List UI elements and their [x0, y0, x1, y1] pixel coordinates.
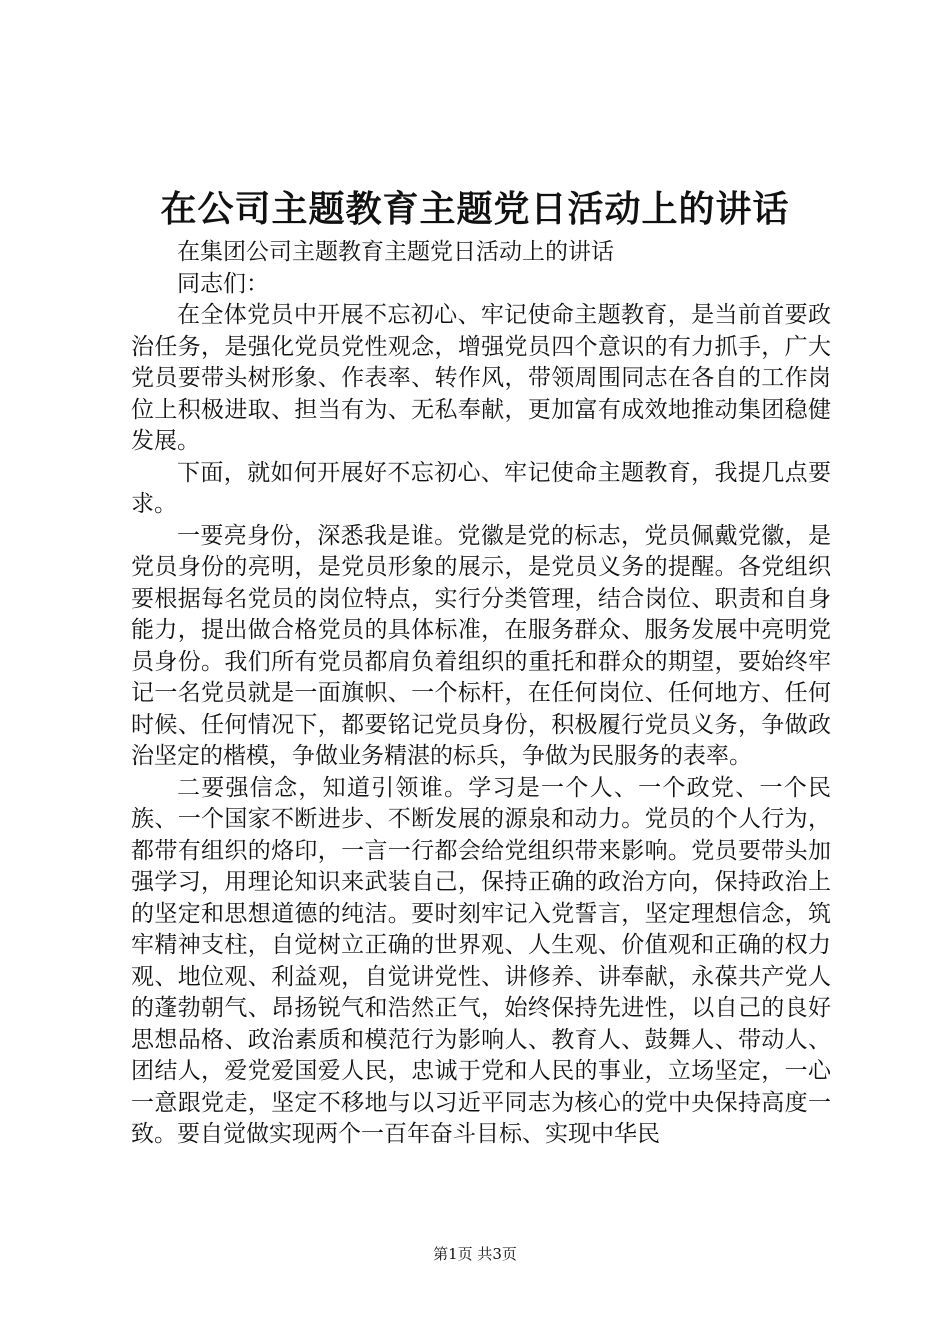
subtitle-paragraph: 在集团公司主题教育主题党日活动上的讲话: [177, 239, 614, 265]
body-paragraph: 二要强信念，知道引领谁。学习是一个人、一个政党、一个民族、一个国家不断进步、不断发展的源泉和动力。党员的个人行为，都带有组织的烙印，一言一行都会给党组织带来影响。党员要带头加强学习，用理论知识来武装自己，保持正确的政治方向，保持政治上的坚定和思想道德的纯洁。要时刻牢记入党誓言，坚定理想信念，筑牢精神支柱，自觉树立正确的世界观、人生观、价值观和正确的权力观、地位观、利益观，自觉讲党性、讲修养、讲奉献，永葆共产党人的蓬勃朝气、昂扬锐气和浩然正气，始终保持先进性，以自己的良好思想品格、政治素质和模范行为影响人、教育人、鼓舞人、带动人、团结人，爱党爱国爱人民，忠诚于党和人民的事业，立场坚定，一心一意跟党走，坚定不移地与以习近平同志为核心的党中央保持高度一致。要自觉做实现两个一百年奋斗目标、实现中华民: [131, 774, 831, 1147]
body-paragraph: 下面，就如何开展好不忘初心、牢记使命主题教育，我提几点要求。: [131, 459, 831, 517]
page-number-footer: 第1页 共3页: [433, 1245, 517, 1263]
salutation-paragraph: 同志们：: [177, 270, 269, 297]
document-title: 在公司主题教育主题党日活动上的讲话: [160, 188, 790, 230]
body-paragraph: 在全体党员中开展不忘初心、牢记使命主题教育，是当前首要政治任务，是强化党员党性观念，增强党员四个意识的有力抓手，广大党员要带头树形象、作表率、转作风，带领周围同志在各自的工作岗位上积极进取、担当有为、无私奉献，更加富有成效地推动集团稳健发展。: [131, 302, 831, 454]
body-paragraph: 一要亮身份，深悉我是谁。党徽是党的标志，党员佩戴党徽，是党员身份的亮明，是党员形象的展示，是党员义务的提醒。各党组织要根据每名党员的岗位特点，实行分类管理，结合岗位、职责和自身能力，提出做合格党员的具体标准，在服务群众、服务发展中亮明党员身份。我们所有党员都肩负着组织的重托和群众的期望，要始终牢记一名党员就是一面旗帜、一个标杆，在任何岗位、任何地方、任何时候、任何情况下，都要铭记党员身份，积极履行党员义务，争做政治坚定的楷模，争做业务精湛的标兵，争做为民服务的表率。: [131, 522, 831, 769]
document-body: [131, 237, 831, 1151]
